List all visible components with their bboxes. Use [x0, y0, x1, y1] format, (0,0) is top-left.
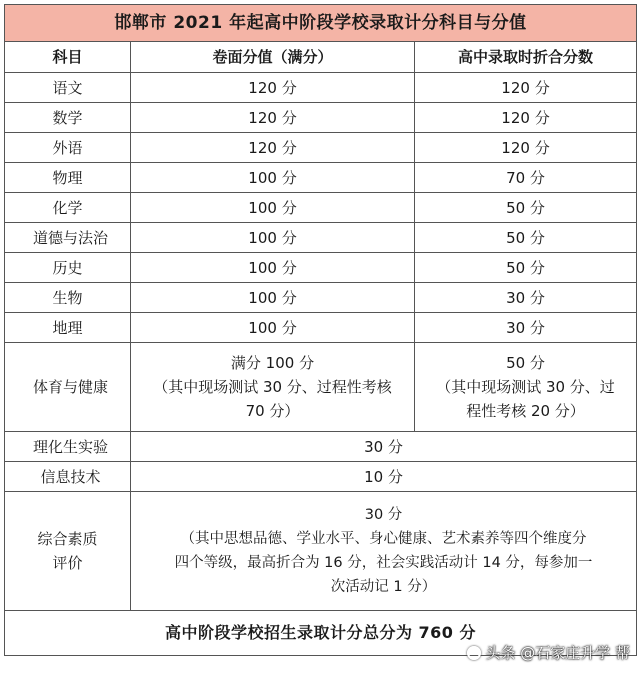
total-text: 高中阶段学校招生录取计分总分为 760 分	[5, 611, 637, 656]
table-row-lab	[5, 432, 637, 462]
table-row	[5, 103, 637, 133]
header-row	[5, 42, 637, 73]
converted-score-cell: 50 分	[415, 223, 637, 253]
converted-score-cell: 70 分	[415, 163, 637, 193]
subject-cell: 语文	[5, 73, 131, 103]
score-table	[4, 4, 637, 656]
subject-cell: 道德与法治	[5, 223, 131, 253]
subject-cell: 综合素质 评价	[5, 492, 131, 611]
converted-score-cell: 50 分	[415, 193, 637, 223]
title-row	[5, 5, 637, 42]
full-score-cell: 120 分	[131, 133, 415, 163]
merged-score-cell: 30 分 （其中思想品德、学业水平、身心健康、艺术素养等四个维度分 四个等级，最高折合为 16 分，社会实践活动计 14 分，每参加一 次活动记 1 分）	[131, 492, 637, 611]
converted-score-cell: 30 分	[415, 283, 637, 313]
merged-score-cell: 10 分	[131, 462, 637, 492]
subject-cell: 化学	[5, 193, 131, 223]
subject-cell: 地理	[5, 313, 131, 343]
table-row	[5, 163, 637, 193]
subject-cell: 数学	[5, 103, 131, 133]
subject-cell: 生物	[5, 283, 131, 313]
table-row-pe	[5, 343, 637, 432]
table-title: 邯郸市 2021 年起高中阶段学校录取计分科目与分值	[5, 5, 637, 42]
full-score-cell: 100 分	[131, 313, 415, 343]
table-row-it	[5, 462, 637, 492]
full-score-cell: 100 分	[131, 283, 415, 313]
watermark-icon	[467, 646, 481, 660]
header-subject: 科目	[5, 42, 131, 73]
subject-cell: 信息技术	[5, 462, 131, 492]
header-full-score: 卷面分值（满分）	[131, 42, 415, 73]
converted-score-cell: 120 分	[415, 73, 637, 103]
table-row	[5, 283, 637, 313]
subject-cell: 物理	[5, 163, 131, 193]
table-row	[5, 253, 637, 283]
converted-score-cell: 50 分 （其中现场测试 30 分、过 程性考核 20 分）	[415, 343, 637, 432]
header-converted-score: 高中录取时折合分数	[415, 42, 637, 73]
full-score-cell: 100 分	[131, 163, 415, 193]
table-row	[5, 193, 637, 223]
watermark	[467, 642, 630, 663]
full-score-cell: 100 分	[131, 253, 415, 283]
table-row	[5, 223, 637, 253]
subject-cell: 理化生实验	[5, 432, 131, 462]
full-score-cell: 120 分	[131, 73, 415, 103]
table-row	[5, 133, 637, 163]
full-score-cell: 100 分	[131, 193, 415, 223]
converted-score-cell: 30 分	[415, 313, 637, 343]
table-row-quality	[5, 492, 637, 611]
merged-score-cell: 30 分	[131, 432, 637, 462]
table-row	[5, 73, 637, 103]
full-score-cell: 120 分	[131, 103, 415, 133]
subject-cell: 体育与健康	[5, 343, 131, 432]
full-score-cell: 满分 100 分 （其中现场测试 30 分、过程性考核 70 分）	[131, 343, 415, 432]
converted-score-cell: 120 分	[415, 133, 637, 163]
watermark-text: 头条 @石家庄升学 帮	[485, 644, 630, 662]
subject-cell: 历史	[5, 253, 131, 283]
table-row	[5, 313, 637, 343]
subject-cell: 外语	[5, 133, 131, 163]
converted-score-cell: 50 分	[415, 253, 637, 283]
converted-score-cell: 120 分	[415, 103, 637, 133]
full-score-cell: 100 分	[131, 223, 415, 253]
